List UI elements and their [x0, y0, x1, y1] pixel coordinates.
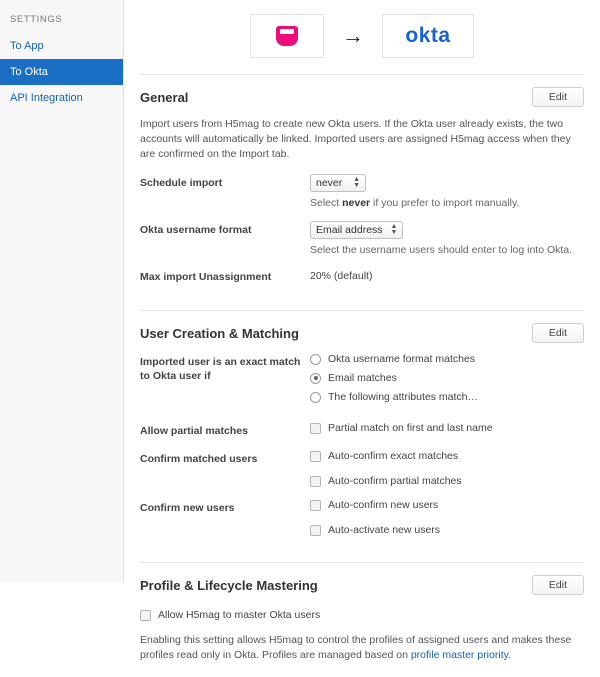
radio-icon[interactable] — [310, 392, 321, 403]
radio-icon[interactable] — [310, 354, 321, 365]
general-section — [140, 74, 584, 310]
confirm-new-label: Confirm new users — [140, 502, 235, 514]
general-edit-button[interactable]: Edit — [532, 87, 584, 107]
sidebar-item-api-integration[interactable]: API Integration — [10, 92, 83, 104]
schedule-import-hint — [310, 197, 584, 209]
exact-match-label: Imported user is an exact match to Okta user if — [140, 356, 301, 382]
checkbox-option-allow-master[interactable] — [140, 609, 584, 621]
sidebar-title: SETTINGS — [10, 14, 63, 25]
checkbox-option-auto-confirm-exact[interactable] — [310, 450, 584, 462]
confirm-matched-options — [310, 450, 584, 487]
checkbox-label: Auto-confirm exact matches — [328, 450, 459, 462]
checkbox-label: Allow H5mag to master Okta users — [158, 609, 321, 621]
max-unassignment-label: Max import Unassignment — [140, 271, 272, 283]
settings-main — [124, 0, 600, 661]
settings-sidebar — [0, 0, 124, 583]
partial-match-options — [310, 422, 584, 434]
confirm-matched-label: Confirm matched users — [140, 453, 258, 465]
schedule-import-label: Schedule import — [140, 177, 223, 189]
checkbox-label: Partial match on first and last name — [328, 422, 493, 434]
checkbox-label: Auto-confirm partial matches — [328, 475, 462, 487]
confirm-new-options — [310, 499, 584, 536]
profile-lifecycle-title: Profile & Lifecycle Mastering — [140, 577, 318, 593]
chevron-updown-icon: ▲ ▼ — [390, 223, 398, 236]
user-creation-section — [140, 310, 584, 562]
radio-label: Email matches — [328, 372, 397, 384]
general-title: General — [140, 89, 189, 105]
general-section-header — [140, 87, 584, 117]
radio-option-email-matches[interactable] — [310, 372, 584, 384]
okta-logo-text: okta — [405, 24, 451, 47]
checkbox-icon[interactable] — [310, 476, 321, 487]
checkbox-icon[interactable] — [310, 451, 321, 462]
user-creation-edit-button[interactable]: Edit — [532, 323, 584, 343]
profile-lifecycle-description-prefix: Enabling this setting allows H5mag to control the profiles of assigned users and makes these profiles read only in Okta. Profiles are managed based on — [140, 634, 572, 661]
integration-logos — [140, 0, 584, 74]
partial-match-label: Allow partial matches — [140, 425, 248, 437]
profile-lifecycle-edit-button[interactable]: Edit — [532, 575, 584, 595]
username-format-hint: Select the username users should enter to log into Okta. — [310, 244, 573, 256]
max-unassignment-value: 20% (default) — [310, 270, 373, 282]
schedule-import-field — [310, 174, 584, 209]
okta-logo-box — [382, 14, 474, 58]
profile-lifecycle-section — [140, 562, 584, 677]
user-creation-title: User Creation & Matching — [140, 325, 299, 341]
arrow-right-icon: → — [342, 23, 364, 48]
username-format-label: Okta username format — [140, 224, 252, 236]
checkbox-option-auto-activate-new[interactable] — [310, 524, 584, 536]
checkbox-icon[interactable] — [310, 423, 321, 434]
username-format-row — [140, 221, 584, 256]
radio-label: Okta username format matches — [328, 353, 476, 365]
exact-match-row — [140, 353, 584, 410]
checkbox-option-auto-confirm-new[interactable] — [310, 499, 584, 511]
radio-option-attributes-match[interactable] — [310, 391, 584, 403]
checkbox-option-auto-confirm-partial[interactable] — [310, 475, 584, 487]
profile-master-priority-link[interactable]: profile master priority — [410, 649, 509, 661]
checkbox-icon[interactable] — [310, 525, 321, 536]
radio-icon-selected[interactable] — [310, 373, 321, 384]
schedule-import-select[interactable] — [310, 174, 366, 192]
radio-label: The following attributes match… — [328, 391, 478, 403]
h5mag-logo-icon — [276, 26, 298, 46]
profile-lifecycle-description-suffix: . — [508, 649, 511, 661]
max-unassignment-field — [310, 268, 584, 282]
general-description: Import users from H5mag to create new Okta users. If the Okta user already exists, the two accounts will automatically be linked. Imported users are assigned H5mag access when they are confirmed on the Import tab. — [140, 118, 571, 160]
checkbox-label: Auto-confirm new users — [328, 499, 439, 511]
schedule-import-hint-prefix: Select — [310, 197, 343, 209]
radio-option-username-format[interactable] — [310, 353, 584, 365]
profile-lifecycle-description — [140, 633, 584, 663]
checkbox-option-partial-match[interactable] — [310, 422, 584, 434]
schedule-import-hint-suffix: if you prefer to import manually. — [370, 197, 520, 209]
username-format-field — [310, 221, 584, 256]
checkbox-icon[interactable] — [310, 500, 321, 511]
confirm-new-row — [140, 499, 584, 536]
schedule-import-hint-bold: never — [342, 197, 371, 209]
confirm-matched-row — [140, 450, 584, 487]
sidebar-item-to-app[interactable]: To App — [10, 40, 44, 52]
exact-match-options — [310, 353, 584, 410]
user-creation-section-header — [140, 323, 584, 353]
chevron-updown-icon: ▲ ▼ — [353, 176, 360, 189]
profile-lifecycle-section-header — [140, 575, 584, 605]
schedule-import-row — [140, 174, 584, 209]
checkbox-label: Auto-activate new users — [328, 524, 441, 536]
username-format-value: Email address — [316, 224, 383, 236]
max-unassignment-row — [140, 268, 584, 284]
checkbox-icon[interactable] — [140, 610, 151, 621]
h5mag-logo-box — [250, 14, 324, 58]
sidebar-item-to-okta[interactable]: To Okta — [0, 59, 123, 85]
partial-match-row — [140, 422, 584, 438]
username-format-select[interactable] — [310, 221, 403, 239]
schedule-import-value: never — [316, 177, 343, 189]
